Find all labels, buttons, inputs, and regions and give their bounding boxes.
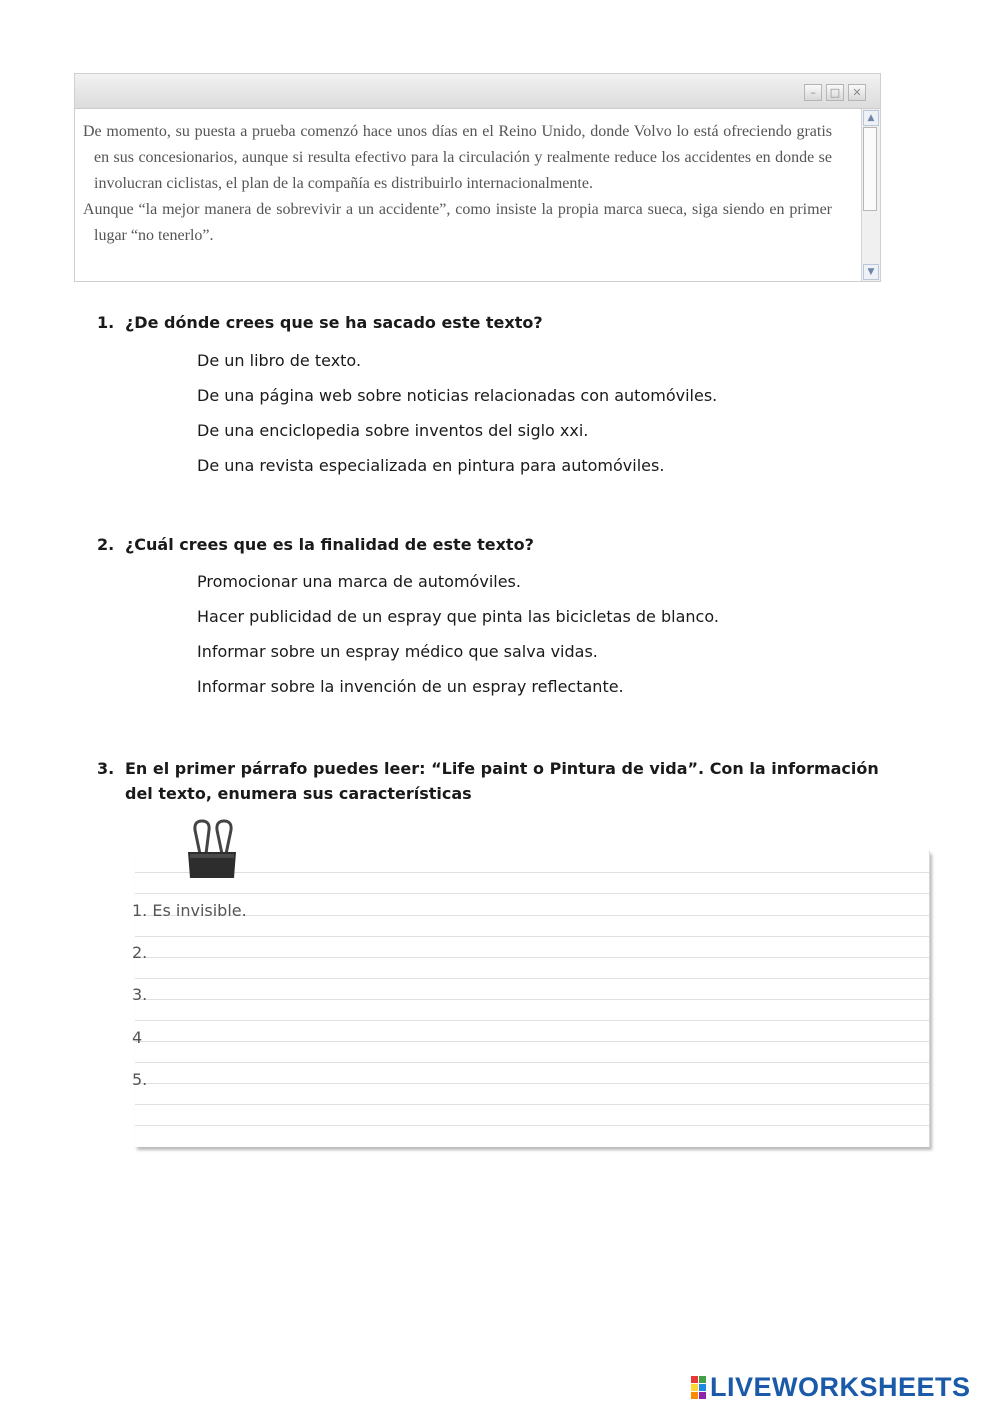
option[interactable]: Hacer publicidad de un espray que pinta las bicicletas de blanco. [197, 607, 719, 626]
window-scrollbar[interactable] [861, 109, 880, 281]
notepad-item-2[interactable]: 2. [132, 943, 148, 962]
option[interactable]: De una página web sobre noticias relacionadas con automóviles. [197, 386, 718, 405]
scroll-thumb[interactable] [863, 127, 877, 211]
question-text: ¿Cuál crees que es la finalidad de este texto? [125, 535, 534, 554]
notepad-item-5[interactable]: 5. [132, 1070, 148, 1089]
option[interactable]: De un libro de texto. [197, 351, 362, 370]
option[interactable]: Promocionar una marca de automóviles. [197, 572, 521, 591]
notepad [132, 851, 930, 1147]
window-paragraph-1: De momento, su puesta a prueba comenzó hace unos días en el Reino Unido, donde Volvo lo está ofreciendo gratis en sus concesionarios, aunque si resulta efectivo para la circulación y realmente reduce los accidentes en donde se involucran ciclistas, el plan de la compañía es distribuirlo internacionalmente. [83, 123, 832, 192]
question-3 [97, 756, 905, 806]
option[interactable]: De una revista especializada en pintura para automóviles. [197, 456, 665, 475]
question-number: 1. [97, 313, 115, 332]
option[interactable]: Informar sobre un espray médico que salva vidas. [197, 642, 598, 661]
question-1 [97, 313, 543, 332]
option[interactable]: Informar sobre la invención de un espray reflectante. [197, 677, 624, 696]
notepad-item-1[interactable]: 1. Es invisible. [132, 901, 247, 920]
close-icon[interactable]: ✕ [848, 84, 866, 101]
minimize-icon[interactable]: – [804, 84, 822, 101]
notepad-item-3[interactable]: 3. [132, 985, 148, 1004]
window-title-bar [75, 74, 880, 109]
maximize-icon[interactable]: □ [826, 84, 844, 101]
text-window [74, 73, 881, 282]
scroll-down-icon[interactable]: ▼ [863, 264, 879, 280]
option[interactable]: De una enciclopedia sobre inventos del siglo xxi. [197, 421, 589, 440]
logo-text: LIVEWORKSHEETS [710, 1372, 971, 1402]
scroll-up-icon[interactable]: ▲ [863, 110, 879, 126]
question-text: ¿De dónde crees que se ha sacado este texto? [125, 313, 543, 332]
window-text [75, 109, 860, 281]
logo-mark-icon [691, 1376, 706, 1399]
question-2 [97, 535, 534, 554]
window-paragraph-2: Aunque “la mejor manera de sobrevivir a un accidente”, como insiste la propia marca sueca, siga siendo en primer lugar “no tenerlo”. [83, 201, 832, 244]
notepad-item-4[interactable]: 4 [132, 1028, 143, 1047]
question-number: 2. [97, 535, 115, 554]
question-text: En el primer párrafo puedes leer: “Life paint o Pintura de vida”. Con la información del texto, enumera sus características [125, 759, 879, 803]
question-number: 3. [97, 759, 115, 778]
binder-clip-icon [183, 818, 241, 882]
liveworksheets-logo [691, 1372, 971, 1403]
